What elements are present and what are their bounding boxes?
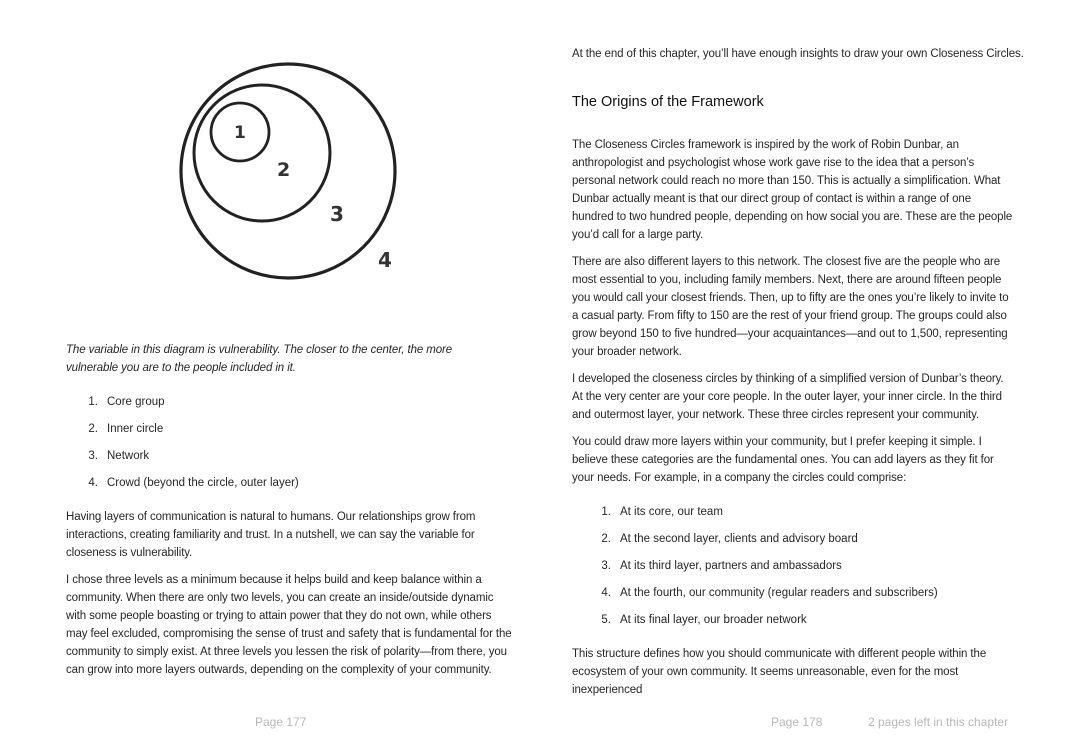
right-paragraph-3: I developed the closeness circles by thinking of a simplified version of Dunbar’s theory. At the very center are your core people. In the outer layer, your inner circle. In the third and outermost layer, your network. These three circles represent your community. <box>572 373 1004 421</box>
list-item <box>80 447 480 474</box>
list-item-number: 4. <box>601 587 611 599</box>
right-page <box>539 0 1078 751</box>
list-item-text: Crowd (beyond the circle, outer layer) <box>107 477 299 489</box>
page-number-left: Page 177 <box>255 715 307 729</box>
list-item <box>593 584 1033 611</box>
diagram-caption: The variable in this diagram is vulnerability. The closer to the center, the more vulnerable you are to the people included in it. <box>66 344 453 374</box>
list-item-text: At its final layer, our broader network <box>620 614 807 626</box>
chapter-intro: At the end of this chapter, you’ll have enough insights to draw your own Closeness Circles. <box>572 48 1024 60</box>
list-item-number: 4. <box>88 477 98 489</box>
diagram-label-3: 3 <box>330 202 344 226</box>
list-item <box>593 503 1033 530</box>
closeness-circles-diagram <box>170 55 410 285</box>
right-paragraph-5: This structure defines how you should communicate with different people within the ecosystem of your own community. It seems unreasonable, even for the most inexperienced <box>572 648 987 696</box>
circle-third <box>194 85 330 221</box>
list-item-number: 2. <box>601 533 611 545</box>
list-item-text: Inner circle <box>107 423 164 435</box>
diagram-label-1: 1 <box>234 123 246 143</box>
list-item <box>80 474 480 501</box>
pages-left-indicator: 2 pages left in this chapter <box>868 715 1009 729</box>
right-paragraph-4: You could draw more layers within your community, but I prefer keeping it simple. I believe these categories are the fundamental ones. You can add layers as they fit for your needs. For example, in a company the circles could comprise: <box>572 436 994 484</box>
list-item-number: 2. <box>88 423 98 435</box>
list-item-text: At the second layer, clients and advisory board <box>620 533 858 545</box>
diagram-label-4: 4 <box>378 248 392 272</box>
right-paragraph-1: The Closeness Circles framework is inspired by the work of Robin Dunbar, an anthropologist and psychologist whose work gave rise to the idea that a person’s personal network could reach no more than 150. This is actually a simplification. What Dunbar actually meant is that our direct group of contact is within a range of one hundred to two hundred people, depending on how social you are. These are the people you’d call for a large party. <box>572 139 1013 241</box>
list-item <box>593 557 1033 584</box>
list-item <box>593 611 1033 638</box>
page-number-right: Page 178 <box>771 715 823 729</box>
list-item <box>80 420 480 447</box>
list-item-text: At the fourth, our community (regular readers and subscribers) <box>620 587 938 599</box>
right-paragraph-2: There are also different layers to this network. The closest five are the people who are most essential to you, including family members. Next, there are around fifteen people you would call your closest friends. Then, up to fifty are the ones you’re likely to invite to a casual party. From fifty to 150 are the rest of your friend group. The groups could also grow beyond 150 to five hundred—your acquaintances—and out to 1,500, representing your broader network. <box>572 256 1009 358</box>
list-item-text: At its third layer, partners and ambassadors <box>620 560 842 572</box>
list-item-text: Core group <box>107 396 165 408</box>
circle-levels-list <box>80 393 480 501</box>
list-item <box>80 393 480 420</box>
list-item-text: At its core, our team <box>620 506 723 518</box>
list-item-number: 1. <box>601 506 611 518</box>
diagram-label-2: 2 <box>277 159 291 181</box>
list-item-number: 3. <box>88 450 98 462</box>
list-item-number: 3. <box>601 560 611 572</box>
list-item-text: Network <box>107 450 150 462</box>
left-paragraph-1: Having layers of communication is natural to humans. Our relationships grow from interactions, creating familiarity and trust. In a nutshell, we can say the variable for closeness is vulnerability. <box>66 511 476 559</box>
list-item-number: 1. <box>88 396 98 408</box>
company-circles-list <box>593 503 1033 638</box>
section-heading: The Origins of the Framework <box>572 94 764 110</box>
list-item <box>593 530 1033 557</box>
list-item-number: 5. <box>601 614 611 626</box>
left-paragraph-2: I chose three levels as a minimum because it helps build and keep balance within a community. When there are only two levels, you can create an inside/outside dynamic with some people boasting or trying to attain power that they do not own, while others may feel excluded, compromising the sense of trust and safety that is fundamental for the community to simply exist. At three levels you lessen the risk of polarity—from there, you can grow into more layers outwards, depending on the complexity of your community. <box>66 574 512 676</box>
